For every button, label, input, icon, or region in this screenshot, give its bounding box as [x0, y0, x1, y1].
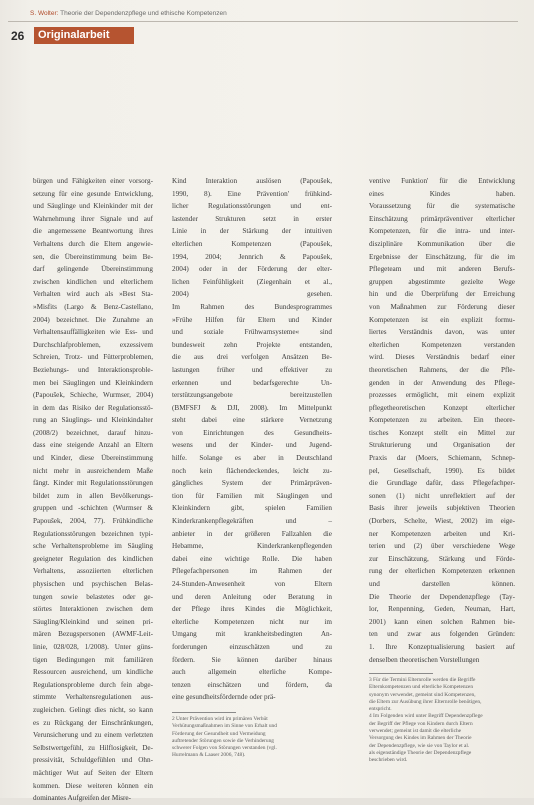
text-line: men bei Säuglingen und Kleinkindern — [33, 378, 153, 387]
text-line: denselben theoretischen Vorstellungen — [369, 655, 480, 664]
footnote-line: Versorgung des Kindes im Rahmen der Theorie — [369, 735, 472, 742]
text-line: gruppen abgestimmte gezielte Wege — [369, 277, 515, 286]
text-line: in dem das Risiko der Regulationsstö- — [33, 403, 153, 412]
text-line: Papoušek, 2004, 77). Frühkindliche — [33, 517, 153, 526]
text-line: es zu Rückgang der Einschränkungen, — [33, 718, 153, 727]
footnote-rule-right — [369, 673, 433, 674]
text-line: Ressourcen ausreichend, um kindliche — [33, 668, 153, 677]
text-line: forderungen einzuschätzen und zu — [172, 642, 332, 651]
running-header-title: Theorie der Dependenzpflege und ethische Kompetenzen — [60, 10, 227, 17]
footnote-line: Verhütungsmaßnahmen im Sinne von Erhalt und — [172, 723, 277, 730]
text-line: disziplinäre Kommunikation über die — [369, 239, 515, 248]
text-line: bundesweit zehn Projekte entstanden, — [172, 340, 332, 349]
footnote-line: Förderung der Gesundheit und Vermeidung — [172, 730, 266, 737]
footnote-line: die Eltern zur Ausübung ihrer Elternrolle benötigen, — [369, 698, 482, 705]
text-line: Voraussetzung für die systematische — [369, 202, 515, 211]
page-number: 26 — [11, 29, 25, 43]
text-line: ner Kompetenzen arbeiten und Kri- — [369, 529, 515, 538]
text-line: Umgang mit krankheitsbedingten An- — [172, 630, 332, 639]
text-line: theoretischen Rahmens, der die Pfle- — [369, 365, 515, 374]
text-line: Kind Interaktion auslösen (Papoušek, — [172, 177, 332, 185]
text-line: gängliches System der Primärpräven- — [172, 479, 332, 488]
footnote-line: 3 Für die Termini Elternrolle werden die Begriffe — [369, 677, 476, 683]
text-line: terstützungsangebote bereitzustellen — [172, 391, 332, 400]
text-line: die angemessene Beantwortung ihres — [33, 227, 153, 236]
text-line: 2004) oder in der Förderung der elter- — [172, 265, 332, 274]
text-line: Kompetenzen zu arbeiten. Ein theore- — [369, 416, 515, 425]
text-line: Säugling/Kleinkind und seinen pri- — [33, 617, 153, 626]
text-line: von Maßnahmen zur Förderung dieser — [369, 302, 515, 311]
footnote-line: schwerer Folgen von Störungen verstanden (vgl. — [172, 745, 277, 752]
footnote-line: verwendet; gemeint ist damit die elterliche — [369, 728, 462, 735]
text-line: genden in der Anwendung des Pflege- — [369, 378, 515, 387]
text-line: licher Regulationsstörungen und ent- — [172, 202, 332, 211]
text-line: ventive Funktion' für die Entwicklung — [369, 177, 515, 185]
text-line: und soziale Frühwarnsysteme« sind — [172, 328, 332, 337]
running-header-author: S. Wolter: — [30, 10, 59, 17]
text-line: die Grundlage dafür, dass Pflegefachper- — [369, 479, 515, 488]
text-line: sonen (1) nicht unreflektiert auf der — [369, 491, 515, 500]
text-line: störtes Interaktionen zwischen dem — [33, 605, 153, 614]
text-line: kommen. Diese weiteren können ein — [33, 781, 153, 790]
text-line: wesens und der Kinder- und Jugend- — [172, 441, 332, 450]
text-line: setzung für eine gesunde Entwicklung, — [33, 189, 153, 198]
text-line: Kompetenzen, für die intra- und inter- — [369, 227, 515, 236]
text-line: 2001) kann einen solchen Rahmen bie- — [369, 617, 515, 626]
text-line: 1990, 8). Eine Prävention' frühkind- — [172, 189, 332, 198]
text-line: prozesses ermöglicht, mit einem explizit — [369, 391, 515, 400]
text-line: 1. Ihre Konzeptualisierung basiert auf — [369, 642, 515, 651]
text-line: physischen und psychischen Belas- — [33, 580, 153, 588]
footnote-line: synonym verwendet, gemeint sind Kompetenzen, — [369, 691, 476, 698]
text-column-left — [33, 175, 153, 805]
text-line: nicht mehr in ausreichendem Maße — [33, 466, 153, 475]
text-line: geeigneter Regulation des kindlichen — [33, 554, 153, 563]
text-line: eine gesundheitsfördernde oder prä- — [172, 693, 276, 702]
text-line: Ergebnisse der Einschätzung, für die im — [369, 252, 515, 261]
text-line: pflegetheoretischen Konzept elterlicher — [369, 403, 515, 412]
text-line: wird. Dieses Verständnis bedarf einer — [369, 353, 515, 362]
text-line: Verunsicherung und zu einem verletzten — [33, 731, 153, 740]
text-line: lor, Renpenning, Geden, Neuman, Hart, — [369, 605, 515, 614]
text-line: dass eine steigende Anzahl an Eltern — [33, 441, 153, 450]
text-line: fördern. Sie können darüber hinaus — [172, 655, 332, 664]
text-line: ten und zwar aus folgenden Gründen: — [369, 630, 515, 639]
footnote-line: entspricht. — [369, 706, 392, 713]
text-line: »Misfits (Largo & Benz-Castellano, — [33, 302, 153, 311]
text-line: dominantes Aufgreifen der Misre- — [33, 794, 131, 803]
text-line: Kleinkindern gibt, spielen Familien — [172, 504, 332, 513]
text-line: und darstellen können. — [369, 580, 515, 588]
text-line: darf gelingende Übereinstimmung — [33, 265, 153, 274]
text-line: Die Theorie der Dependenzpflege (Tay- — [369, 592, 515, 601]
text-line: terien und (2) über verschiedene Wege — [369, 542, 515, 551]
text-line: noch kein flächendeckendes, leicht zu- — [172, 466, 332, 475]
text-line: bürgen und Fähigkeiten einer vorsorg- — [33, 177, 153, 185]
text-line: elterlichen Kompetenzen (Papoušek, — [172, 239, 332, 248]
text-line: 24-Stunden-Anwesenheit von Eltern — [172, 580, 332, 588]
text-line: 1994, 2004; Jennrich & Papoušek, — [172, 252, 332, 261]
text-line: stimmte Verhaltensregulationen aus- — [33, 693, 153, 702]
text-line: »Frühe Hilfen für Eltern und Kinder — [172, 315, 332, 324]
text-line: (Papoušek, Schieche, Wurmser, 2004) — [33, 391, 153, 400]
text-line: steht dabei eine stärkere Vernetzung — [172, 416, 332, 425]
text-line: pressivität, Schuldgefühlen und Ohn- — [33, 756, 153, 765]
text-line: Durchschlafproblemen, exzessivem — [33, 340, 153, 349]
running-header — [30, 10, 490, 17]
text-line: eines Kindes haben. — [369, 189, 515, 198]
text-line: anbieter in der größeren Fallzahlen die — [172, 529, 332, 538]
text-line: tungen sowie belastetes oder ge- — [33, 592, 153, 601]
text-line: zugleichen. Gelingt dies nicht, so kann — [33, 705, 153, 714]
text-line: bildet zum in allen Bevölkerungs- — [33, 491, 153, 500]
text-line: und deren Anleitung oder Beratung in — [172, 592, 332, 601]
text-line: auch allgemein elterliche Kompe- — [172, 668, 332, 677]
text-line: und Säuglinge und Kleinkinder mit der — [33, 202, 153, 211]
text-line: Beziehungs- und Interaktionsproble- — [33, 365, 153, 374]
text-line: mären Bezugspersonen (AWMF-Leit- — [33, 630, 153, 639]
text-line: Regulationsstörungen bezeichnen typi- — [33, 529, 153, 538]
text-line: hilfe. Solange es aber in Deutschland — [172, 454, 332, 463]
footnote-line: der Begriff der Pflege von Kindern durch Eltern — [369, 720, 473, 727]
text-line: Strukturierung und Organisation der — [369, 441, 515, 450]
text-line: Pflegeteam und mit anderen Berufs- — [369, 265, 515, 274]
text-line: tigen Bedingungen mit familiären — [33, 655, 153, 664]
footnote-line: 4 Im Folgenden wird unter Begriff Dependenzpflege — [369, 713, 483, 720]
text-line: rung an Säuglings- und Kleinkindalter — [33, 416, 153, 425]
text-line: und Kinder, diese Übereinstimmung — [33, 454, 153, 463]
text-line: Regulationsprobleme durch fein abge- — [33, 680, 153, 689]
text-line: Verhalten wird auch als »Best Sta- — [33, 290, 153, 299]
footnote-line: als eigenständige Theorie der Dependenzpflege — [369, 749, 472, 756]
text-line: Selbstwertgefühl, zu Hilflosigkeit, De- — [33, 743, 153, 752]
text-line: Linie in der Stärkung der intuitiven — [172, 227, 332, 236]
text-line: sen, die Übereinstimmung beim Be- — [33, 252, 153, 261]
footnote-line: beschrieben wird. — [369, 757, 408, 764]
text-line: Kompetenzen ist ein explizit formu- — [369, 315, 515, 324]
text-line: Hebamme, Kinderkrankenpflegenden — [172, 542, 332, 551]
text-column-middle — [172, 175, 332, 704]
header-rule — [8, 21, 518, 22]
text-line: tenzen einschätzen und fördern, da — [172, 680, 332, 689]
text-line: (Dorbers, Schelte, Wiest, 2002) im eige- — [369, 517, 515, 526]
text-line: lastungen früher und effektiver zu — [172, 365, 332, 374]
text-line: 2004) bezeichnet. Die Zunahme an — [33, 315, 153, 324]
footnote-line: Elternkompetenzen und elterliche Kompetenzen — [369, 684, 474, 691]
footnote-line: der Dependenzpflege, wie sie von Taylor et al. — [369, 742, 470, 749]
text-line: Kinderkrankenpflegekräften und – — [172, 517, 332, 526]
text-line: der Pflege ihres Kindes die Möglichkeit, — [172, 605, 332, 614]
text-line: Verhaltens durch die Eltern angewie- — [33, 239, 153, 248]
text-line: zur Einschätzung, Stärkung und Förde- — [369, 554, 515, 563]
text-line: liertes Verständnis davon, was unter — [369, 328, 515, 337]
text-line: elterliche Kompetenzen nicht nur im — [172, 617, 332, 626]
footnotes-right — [369, 677, 519, 765]
text-line: Verhaltensauffälligkeiten wie Ess- und — [33, 328, 153, 337]
text-line: elterlichen Kompetenzen verstanden — [369, 340, 515, 349]
text-line: Im Rahmen des Bundesprogrammes — [172, 302, 332, 311]
text-line: die aus drei verfolgen Ansätzen Be- — [172, 353, 332, 362]
text-line: hin und die Überprüfung der Erreichung — [369, 290, 515, 299]
text-line: erkennen und bedarfsgerechte Un- — [172, 378, 332, 387]
text-line: gruppen und -schichten (Wurmser & — [33, 504, 153, 513]
text-line: 2004) gesehen. — [172, 290, 332, 299]
text-line: Praxis dar (Moers, Schiemann, Schnep- — [369, 454, 515, 463]
text-line: mächtiger Wut auf Seiten der Eltern — [33, 768, 153, 777]
text-line: pel, Gesellschaft, 1990). Es bildet — [369, 466, 515, 475]
text-line: tion für Familien mit Säuglingen und — [172, 491, 332, 500]
text-column-right — [369, 175, 515, 666]
text-line: fängt. Kinder mit Regulationsstörungen — [33, 479, 153, 488]
text-line: linie, 028/028, 1/2008). Unter güns- — [33, 642, 153, 651]
footnote-line: Hurrelmann & Laaser 2006, 748). — [172, 752, 246, 759]
footnote-line: auftretender Störungen sowie die Verhinderung — [172, 737, 274, 744]
text-line: Schreien, Trotz- und Fütterproblemen, — [33, 353, 153, 362]
footnote-rule-middle — [172, 712, 236, 713]
text-line: Basis ihrer jeweils subjektiven Theorien — [369, 504, 515, 513]
text-line: dabei eine wichtige Rolle. Die haben — [172, 554, 332, 563]
text-line: rung der elterlichen Kompetenzen erkennen — [369, 567, 515, 576]
text-line: (BMFSFJ & DJI, 2008). Im Mittelpunkt — [172, 403, 332, 412]
text-line: lichen Feinfühligkeit (Ziegenhain et al., — [172, 277, 332, 286]
text-line: Einschätzung primärpräventiver elterlicher — [369, 214, 515, 223]
text-line: tisches Konzept stellt ein Mittel zur — [369, 428, 515, 437]
text-line: sche Verhaltensprobleme im Säugling — [33, 542, 153, 551]
text-line: (2008/2) bezeichnet, darauf hinzu- — [33, 428, 153, 437]
text-line: Wahrnehmung ihrer Signale und auf — [33, 214, 153, 223]
text-line: Pflegefachpersonen im Rahmen der — [172, 567, 332, 576]
text-line: zwischen kindlichen und elterlichem — [33, 277, 153, 286]
footnotes-middle — [172, 716, 337, 760]
section-label: Originalarbeit — [34, 27, 134, 44]
text-line: von Einrichtungen des Gesundheits- — [172, 428, 332, 437]
text-line: Verhaltens, assoziierten elterlichen — [33, 567, 153, 576]
footnote-line: 2 Unter Prävention wird im primären Verhüt — [172, 716, 268, 722]
text-line: lastender Strukturen setzt in erster — [172, 214, 332, 223]
